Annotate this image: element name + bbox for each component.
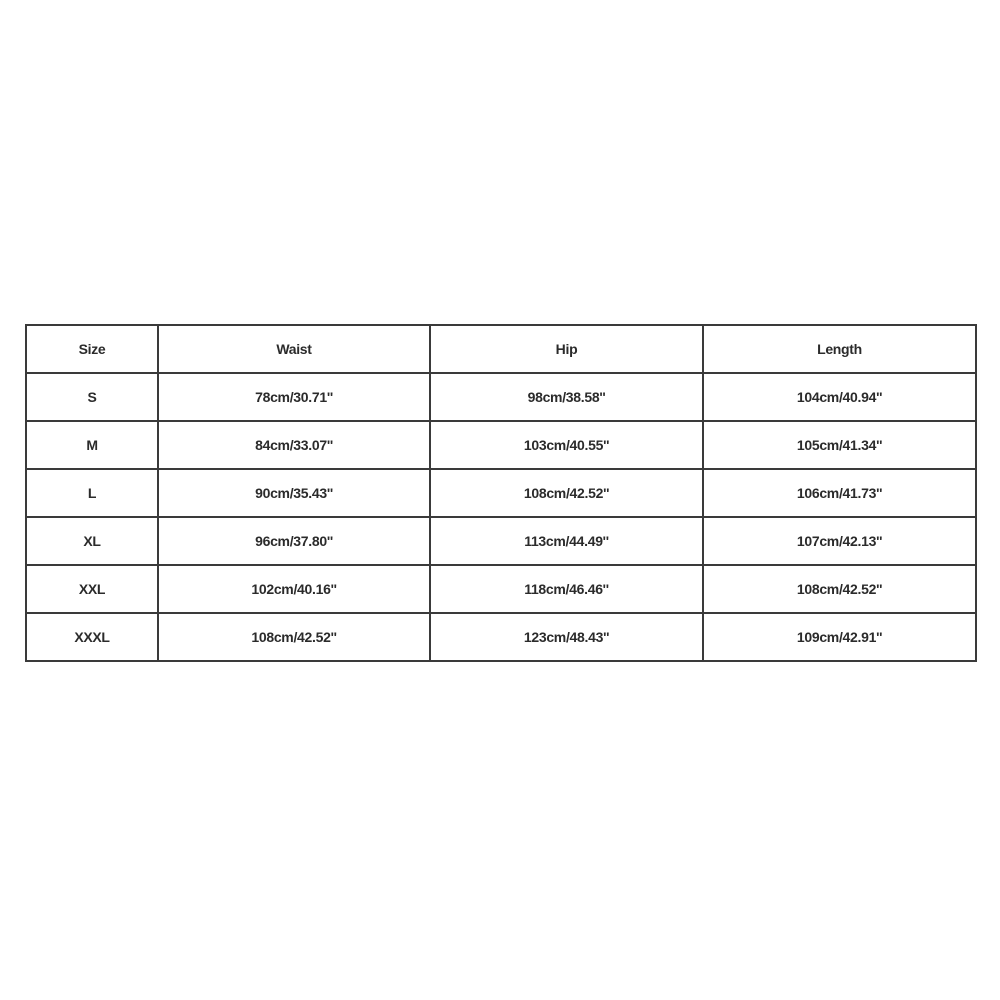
cell-size: XL [26, 517, 158, 565]
cell-waist: 90cm/35.43'' [158, 469, 430, 517]
cell-hip: 113cm/44.49'' [430, 517, 703, 565]
cell-size: M [26, 421, 158, 469]
table-row [26, 613, 976, 661]
cell-hip: 103cm/40.55'' [430, 421, 703, 469]
cell-waist: 108cm/42.52'' [158, 613, 430, 661]
table-row [26, 373, 976, 421]
cell-waist: 102cm/40.16'' [158, 565, 430, 613]
cell-length: 109cm/42.91'' [703, 613, 976, 661]
cell-size: L [26, 469, 158, 517]
table-row [26, 565, 976, 613]
table-row [26, 517, 976, 565]
header-hip: Hip [430, 325, 703, 373]
cell-length: 107cm/42.13'' [703, 517, 976, 565]
cell-waist: 78cm/30.71'' [158, 373, 430, 421]
cell-hip: 98cm/38.58'' [430, 373, 703, 421]
cell-size: XXL [26, 565, 158, 613]
cell-hip: 108cm/42.52'' [430, 469, 703, 517]
header-length: Length [703, 325, 976, 373]
cell-size: XXXL [26, 613, 158, 661]
cell-waist: 84cm/33.07'' [158, 421, 430, 469]
header-size: Size [26, 325, 158, 373]
cell-length: 106cm/41.73'' [703, 469, 976, 517]
cell-length: 105cm/41.34'' [703, 421, 976, 469]
size-chart-table [25, 324, 977, 662]
cell-hip: 118cm/46.46'' [430, 565, 703, 613]
header-waist: Waist [158, 325, 430, 373]
cell-length: 108cm/42.52'' [703, 565, 976, 613]
cell-size: S [26, 373, 158, 421]
table-header-row [26, 325, 976, 373]
cell-hip: 123cm/48.43'' [430, 613, 703, 661]
table-row [26, 469, 976, 517]
cell-waist: 96cm/37.80'' [158, 517, 430, 565]
table-row [26, 421, 976, 469]
cell-length: 104cm/40.94'' [703, 373, 976, 421]
